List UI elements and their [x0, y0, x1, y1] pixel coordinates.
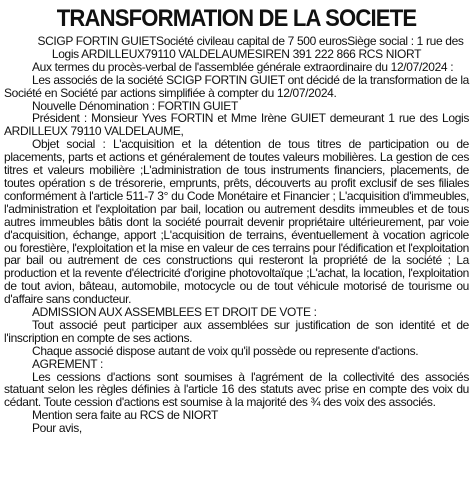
approval-rule: Les cessions d'actions sont soumises à l'agrément de la collectivité des associés statuant selon les règles définies à l'article 16 des statuts avec prise en compte des voix du cédant. Toute cession d'actions est soumise à la majorité des ¾ des voix des associés. [4, 369, 469, 410]
notice-body [4, 35, 469, 435]
notice-title: TRANSFORMATION DE LA SOCIETE [56, 5, 417, 32]
transformation-decision: Les associés de la société SCIGP FORTIN GUIET ont décidé de la transformation de la Société en Société par actions simplifiée à compter du 12/07/2024. [4, 72, 469, 100]
corporate-purpose: Objet social : L'acquisition et la détention de tous titres de participation ou de placements, parts et actions et généralement de toutes valeurs mobilières. La gestion de ces titres et valeurs mobilière ;L'administration de tous instruments financiers, placements, de toutes opération s de trésorerie, emprunts, prêts, découverts au profit exclusif de ses filiales conformément à l'article 511-7 3° du Code Monétaire et Financier ; L'acquisition d'immeubles, l'administration et l'exploitation par bail, location ou autrement desdits immeubles et de tous autres immeubles bâtis dont la société pourrait devenir propriétaire ultérieurement, par voie d'acquisition, échange, apport ;L'acquisition de terrains, éventuellement à vocation agricole ou forestière, l'exploitation et la mise en valeur de ces terrains pour l'édification et l'exploitation par bail ou autrement de ces constructions qui resteront la propriété de la société ; La production et la revente d'électricité d'origine photovoltaïque ;L'achat, la location, l'exploitation de tout avion, bâteau, automobile, motocycle ou de tout véhicule motorisé de tourisme ou d'affaire sans conducteur. [4, 137, 469, 307]
company-identification: SCIGP FORTIN GUIETSociété civileau capital de 7 500 eurosSiège social : 1 rue des Logis ARDILLEUX79110 VALDELAUMESIREN 391 222 866 RCS NIORT [37, 34, 464, 61]
approval-heading: AGREMENT : [32, 356, 103, 371]
admission-heading: ADMISSION AUX ASSEMBLEES ET DROIT DE VOTE : [32, 305, 317, 320]
new-name: Nouvelle Dénomination : FORTIN GUIET [32, 98, 238, 113]
meeting-reference: Aux termes du procès-verbal de l'assemblée générale extraordinaire du 12/07/2024 : [32, 59, 454, 74]
admission-rule: Tout associé peut participer aux assemblées sur justification de son identité et de l'inscription en compte de ses actions. [4, 317, 469, 345]
sign-off: Pour avis, [32, 421, 82, 436]
registry-mention: Mention sera faite au RCS de NIORT [32, 408, 218, 423]
president: Président : Monsieur Yves FORTIN et Mme Irène GUIET demeurant 1 rue des Logis ARDILLEUX 79110 VALDELAUME, [4, 111, 469, 139]
voting-rule: Chaque associé dispose autant de voix qu'il possède ou represente d'actions. [32, 343, 419, 358]
